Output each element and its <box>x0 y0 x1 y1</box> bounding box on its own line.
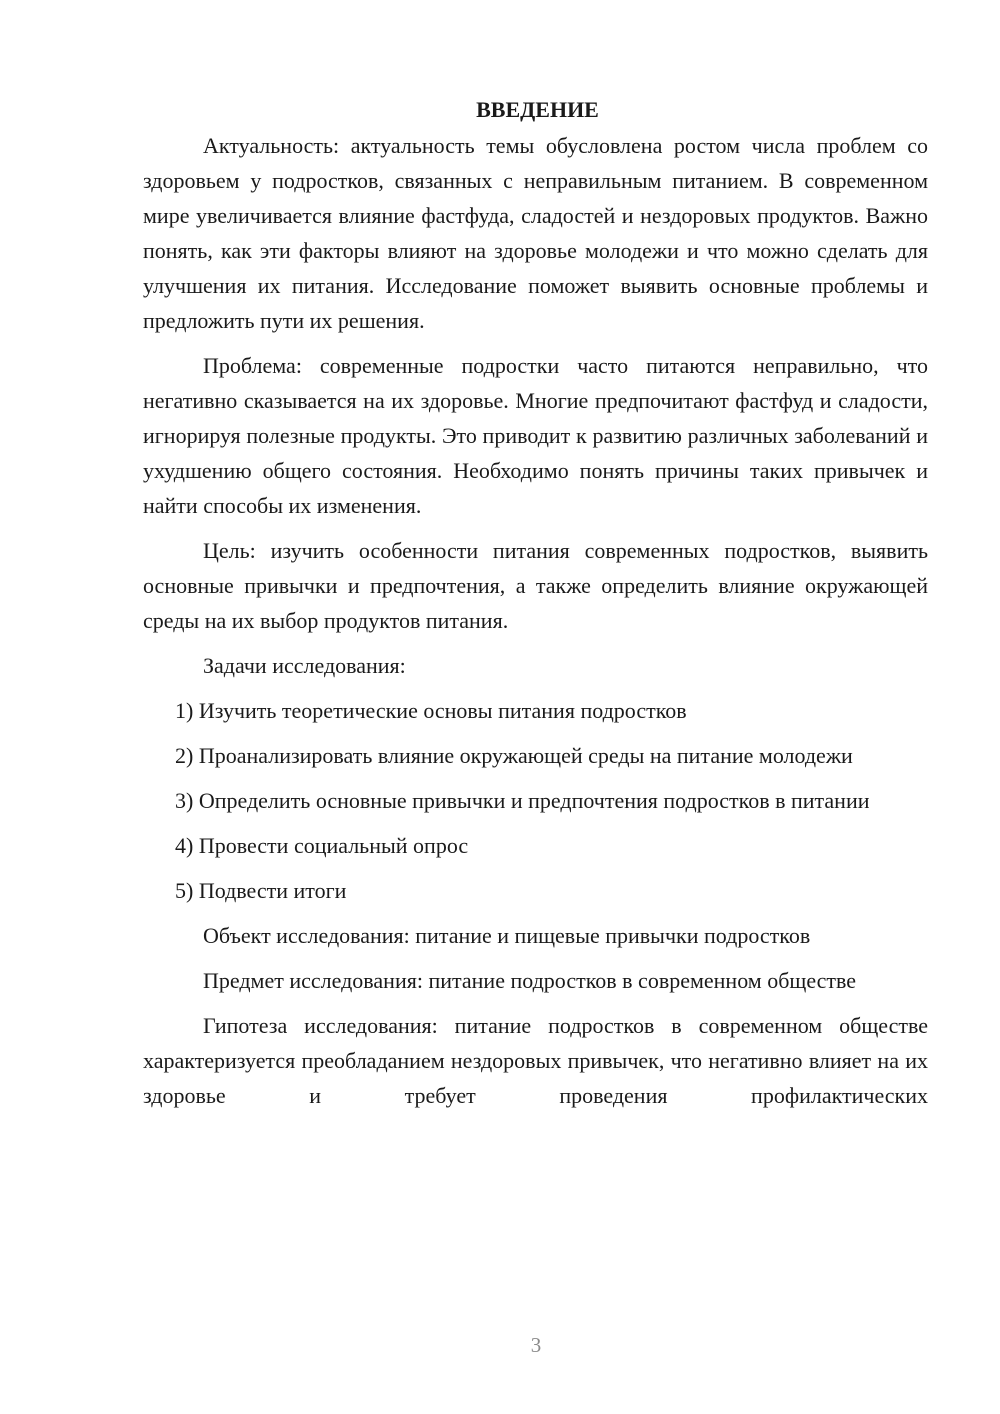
page-content <box>143 92 928 1123</box>
paragraph-hypothesis: Гипотеза исследования: питание подростков в современном обществе характеризуется преобладанием нездоровых привычек, что негативно влияет на их здоровье и требует проведения профилактических <box>143 1013 928 1108</box>
paragraph-problem: Проблема: современные подростки часто питаются неправильно, что негативно сказывается на их здоровье. Многие предпочитают фастфуд и сладости, игнорируя полезные продукты. Это приводит к развитию различных заболеваний и ухудшению общего состояния. Необходимо понять причины таких привычек и найти способы их изменения. <box>143 353 928 518</box>
paragraph-subject: Предмет исследования: питание подростков в современном обществе <box>203 968 857 993</box>
paragraph-goal: Цель: изучить особенности питания современных подростков, выявить основные привычки и предпочтения, а также определить влияние окружающей среды на их выбор продуктов питания. <box>143 538 928 633</box>
paragraph-relevance: Актуальность: актуальность темы обусловлена ростом числа проблем со здоровьем у подростков, связанных с неправильным питанием. В современном мире увеличивается влияние фастфуда, сладостей и нездоровых продуктов. Важно понять, как эти факторы влияют на здоровье молодежи и что можно сделать для улучшения их питания. Исследование поможет выявить основные проблемы и предложить пути их решения. <box>143 133 928 333</box>
section-title: ВВЕДЕНИЕ <box>476 97 599 122</box>
task-item-5: 5) Подвести итоги <box>175 878 347 903</box>
task-item-4: 4) Провести социальный опрос <box>175 833 469 858</box>
tasks-heading: Задачи исследования: <box>203 653 406 678</box>
task-item-3: 3) Определить основные привычки и предпочтения подростков в питании <box>175 788 870 813</box>
paragraph-object: Объект исследования: питание и пищевые привычки подростков <box>203 923 811 948</box>
task-item-1: 1) Изучить теоретические основы питания подростков <box>175 698 687 723</box>
page-number: 3 <box>530 1333 542 1357</box>
task-item-2: 2) Проанализировать влияние окружающей среды на питание молодежи <box>175 743 853 768</box>
